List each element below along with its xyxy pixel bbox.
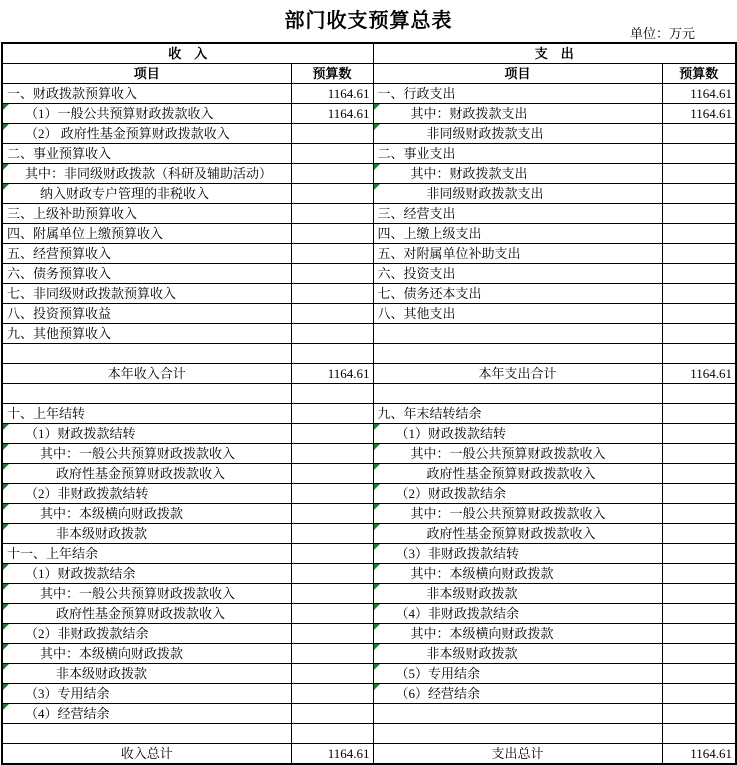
expense-item-cell[interactable] [373,364,662,384]
income-section-header[interactable]: 收 入 [2,43,373,64]
error-indicator-icon [374,564,380,570]
income-value-cell[interactable] [291,464,373,484]
item-label: 其中：本级横向财政拨款 [410,566,554,581]
table-row [2,384,736,404]
table-row [2,444,736,464]
expense-item-cell[interactable] [373,564,662,584]
error-indicator-icon [3,524,9,530]
item-label: （2）非财政拨款结转 [25,486,149,501]
item-label: 政府性基金预算财政拨款收入 [56,466,226,481]
income-value-cell[interactable] [291,504,373,524]
expense-item-cell[interactable] [373,444,662,464]
table-body [2,84,736,765]
item-label: 八、其他支出 [377,306,456,321]
budget-value: 1164.61 [327,366,370,381]
income-value-cell[interactable] [291,744,373,765]
table-row [2,404,736,424]
item-label: 三、上级补助预算收入 [7,206,138,221]
error-indicator-icon [3,704,9,710]
error-indicator-icon [3,504,9,510]
table-row [2,484,736,504]
item-label: （1）一般公共预算财政拨款收入 [25,106,214,121]
item-label: 七、非同级财政拨款预算收入 [7,286,177,301]
income-item-cell[interactable] [2,244,291,264]
table-row [2,304,736,324]
table-row [2,664,736,684]
income-item-cell[interactable] [2,344,291,364]
expense-item-cell[interactable] [373,424,662,444]
expense-item-cell[interactable] [373,604,662,624]
item-label: 本年支出合计 [478,366,557,381]
expense-item-cell[interactable] [373,704,662,724]
expense-value-cell[interactable] [662,84,736,104]
item-label: （3）专用结余 [25,686,110,701]
income-item-cell[interactable] [2,684,291,704]
error-indicator-icon [3,104,9,110]
item-label: 七、债务还本支出 [377,286,482,301]
error-indicator-icon [374,484,380,490]
item-label: 非本级财政拨款 [56,666,148,681]
expense-item-cell[interactable] [373,584,662,604]
expense-value-cell[interactable] [662,524,736,544]
table-row [2,324,736,344]
income-item-cell[interactable] [2,124,291,144]
income-item-cell[interactable] [2,224,291,244]
income-value-cell[interactable] [291,344,373,364]
income-value-cell[interactable] [291,264,373,284]
income-value-cell[interactable] [291,244,373,264]
item-label: 三、经营支出 [377,206,456,221]
income-item-cell[interactable] [2,384,291,404]
expense-value-cell[interactable] [662,384,736,404]
error-indicator-icon [374,524,380,530]
budget-summary-table [1,42,737,765]
income-item-cell[interactable] [2,164,291,184]
expense-item-cell[interactable] [373,464,662,484]
income-item-cell[interactable] [2,464,291,484]
expense-value-cell[interactable] [662,604,736,624]
expense-item-cell[interactable] [373,324,662,344]
item-label: 其中：一般公共预算财政拨款收入 [410,446,606,461]
item-label: 一、行政支出 [377,86,456,101]
income-value-cell[interactable] [291,224,373,244]
item-label: （4）经营结余 [25,706,110,721]
table-row [2,264,736,284]
income-value-cell[interactable] [291,624,373,644]
table-row [2,564,736,584]
item-label: 九、年末结转结余 [377,406,482,421]
item-label: 其中：本级横向财政拨款 [40,646,184,661]
item-label: 九、其他预算收入 [7,326,112,341]
table-row [2,364,736,384]
expense-item-cell[interactable] [373,204,662,224]
expense-value-cell[interactable] [662,584,736,604]
item-label: 纳入财政专户管理的非税收入 [40,186,210,201]
income-item-cell[interactable] [2,404,291,424]
income-item-cell[interactable] [2,204,291,224]
income-item-cell[interactable] [2,544,291,564]
error-indicator-icon [374,664,380,670]
error-indicator-icon [3,564,9,570]
income-value-cell[interactable] [291,384,373,404]
expense-item-cell[interactable] [373,304,662,324]
table-row [2,204,736,224]
table-row [2,344,736,364]
item-label: （1）财政拨款结余 [25,566,136,581]
title-bar [0,0,737,42]
budget-value: 1164.61 [690,366,733,381]
income-item-cell[interactable] [2,424,291,444]
item-label: 其中：财政拨款支出 [410,166,528,181]
budget-value: 1164.61 [327,86,370,101]
table-row [2,624,736,644]
table-row [2,84,736,104]
income-item-cell[interactable] [2,564,291,584]
expense-value-cell[interactable] [662,624,736,644]
error-indicator-icon [3,664,9,670]
table-header [2,43,736,84]
expense-value-cell[interactable] [662,684,736,704]
item-label: （2）非财政拨款结余 [25,626,149,641]
item-label: 十一、上年结余 [7,546,99,561]
income-item-cell[interactable] [2,144,291,164]
table-row [2,424,736,444]
item-label: 非本级财政拨款 [426,646,518,661]
table-row [2,524,736,544]
item-label: 八、投资预算收益 [7,306,112,321]
error-indicator-icon [3,424,9,430]
income-item-cell[interactable] [2,364,291,384]
expense-value-cell[interactable] [662,344,736,364]
income-item-cell[interactable] [2,324,291,344]
item-label: 六、债务预算收入 [7,266,112,281]
expense-item-cell[interactable] [373,224,662,244]
expense-value-cell[interactable] [662,664,736,684]
expense-item-cell[interactable] [373,344,662,364]
income-value-cell[interactable] [291,544,373,564]
budget-value: 1164.61 [327,746,370,761]
income-item-cell[interactable] [2,724,291,744]
table-row [2,464,736,484]
error-indicator-icon [374,684,380,690]
table-row [2,164,736,184]
expense-value-cell[interactable] [662,404,736,424]
expense-item-cell[interactable] [373,684,662,704]
item-label: 收入总计 [120,746,173,761]
expense-value-cell[interactable] [662,104,736,124]
expense-item-cell[interactable] [373,124,662,144]
income-value-cell[interactable] [291,184,373,204]
income-value-cell[interactable] [291,104,373,124]
item-label: 其中：非同级财政拨款（科研及辅助活动） [25,166,273,181]
income-value-cell[interactable] [291,664,373,684]
income-value-cell[interactable] [291,124,373,144]
expense-value-cell[interactable] [662,724,736,744]
item-label: （6）经营结余 [395,686,481,701]
expense-item-cell[interactable] [373,524,662,544]
item-label: 四、附属单位上缴预算收入 [7,226,164,241]
income-value-cell[interactable] [291,284,373,304]
error-indicator-icon [374,644,380,650]
budget-value: 1164.61 [690,746,733,761]
income-item-cell[interactable] [2,84,291,104]
income-value-cell[interactable] [291,404,373,424]
error-indicator-icon [3,444,9,450]
item-label: 其中：本级横向财政拨款 [410,626,554,641]
expense-item-cell[interactable] [373,284,662,304]
expense-item-cell[interactable] [373,244,662,264]
expense-item-cell[interactable] [373,664,662,684]
expense-value-cell[interactable] [662,424,736,444]
expense-item-cell[interactable] [373,84,662,104]
item-label: （2）财政拨款结余 [395,486,507,501]
error-indicator-icon [374,124,380,130]
table-row [2,224,736,244]
section-header-row [2,43,736,64]
expense-value-cell[interactable] [662,484,736,504]
income-value-cell[interactable] [291,724,373,744]
error-indicator-icon [374,424,380,430]
income-item-cell[interactable] [2,524,291,544]
expense-value-cell[interactable] [662,184,736,204]
expense-item-cell[interactable] [373,544,662,564]
income-value-cell[interactable] [291,704,373,724]
expense-value-cell[interactable] [662,124,736,144]
error-indicator-icon [3,644,9,650]
income-value-cell[interactable] [291,364,373,384]
income-item-cell[interactable] [2,104,291,124]
income-item-cell[interactable] [2,484,291,504]
expense-item-cell[interactable] [373,164,662,184]
expense-item-cell[interactable] [373,724,662,744]
income-item-cell[interactable] [2,504,291,524]
expense-value-cell[interactable] [662,504,736,524]
error-indicator-icon [374,584,380,590]
error-indicator-icon [374,544,380,550]
income-item-cell[interactable] [2,584,291,604]
table-row [2,584,736,604]
income-value-cell[interactable] [291,604,373,624]
error-indicator-icon [3,684,9,690]
income-value-cell[interactable] [291,304,373,324]
income-item-cell[interactable] [2,304,291,324]
income-value-cell[interactable] [291,204,373,224]
error-indicator-icon [3,184,9,190]
expense-value-cell[interactable] [662,164,736,184]
expense-item-cell[interactable] [373,144,662,164]
item-label: 五、对附属单位补助支出 [377,246,521,261]
expense-item-cell[interactable] [373,484,662,504]
item-label: 非本级财政拨款 [426,586,518,601]
expense-value-cell[interactable] [662,464,736,484]
error-indicator-icon [3,584,9,590]
expense-item-cell[interactable] [373,184,662,204]
error-indicator-icon [3,624,9,630]
income-item-cell[interactable] [2,744,291,765]
item-label: 其中：本级横向财政拨款 [40,506,184,521]
expense-item-cell[interactable] [373,744,662,765]
item-label: 非同级财政拨款支出 [426,126,544,141]
expense-value-cell[interactable] [662,144,736,164]
income-value-cell[interactable] [291,444,373,464]
expense-value-cell[interactable] [662,704,736,724]
item-label: 支出总计 [491,746,544,761]
item-label: 五、经营预算收入 [7,246,112,261]
income-item-cell[interactable] [2,644,291,664]
item-label: 非同级财政拨款支出 [426,186,544,201]
table-row [2,284,736,304]
income-value-cell[interactable] [291,324,373,344]
table-row [2,124,736,144]
error-indicator-icon [374,184,380,190]
expense-item-cell[interactable] [373,384,662,404]
expense-value-cell[interactable] [662,244,736,264]
table-row [2,604,736,624]
expense-value-cell[interactable] [662,444,736,464]
table-row [2,644,736,664]
item-label: （1）财政拨款结转 [395,426,507,441]
item-label: 其中：财政拨款支出 [410,106,528,121]
item-label: 二、事业支出 [377,146,456,161]
income-item-cell[interactable] [2,624,291,644]
income-value-cell[interactable] [291,524,373,544]
income-item-cell[interactable] [2,604,291,624]
expense-item-cell[interactable] [373,644,662,664]
budget-value: 1164.61 [690,86,733,101]
income-item-cell[interactable] [2,444,291,464]
income-item-cell[interactable] [2,664,291,684]
income-value-cell[interactable] [291,644,373,664]
expense-value-cell[interactable] [662,224,736,244]
income-value-cell[interactable] [291,164,373,184]
expense-value-cell[interactable] [662,264,736,284]
table-row [2,104,736,124]
expense-item-column-header[interactable]: 项目 [373,64,662,84]
income-item-cell[interactable] [2,184,291,204]
expense-item-cell[interactable] [373,404,662,424]
item-label: 四、上缴上级支出 [377,226,482,241]
item-label: 一、财政拨款预算收入 [7,86,138,101]
error-indicator-icon [374,624,380,630]
item-label: （4）非财政拨款结余 [395,606,520,621]
budget-value: 1164.61 [690,106,733,121]
expense-value-cell[interactable] [662,304,736,324]
income-budget-column-header[interactable]: 预算数 [291,64,373,84]
error-indicator-icon [374,604,380,610]
page-title: 部门收支预算总表 [284,10,453,32]
expense-item-cell[interactable] [373,624,662,644]
item-label: （5）专用结余 [395,666,481,681]
item-label: （2） 政府性基金预算财政拨款收入 [25,126,230,141]
error-indicator-icon [374,104,380,110]
error-indicator-icon [3,164,9,170]
item-label: 六、投资支出 [377,266,456,281]
table-row [2,144,736,164]
expense-item-cell[interactable] [373,104,662,124]
table-row [2,544,736,564]
item-label: 本年收入合计 [107,366,186,381]
income-value-cell[interactable] [291,84,373,104]
error-indicator-icon [3,604,9,610]
unit-label: 单位：万元 [629,26,695,41]
income-value-cell[interactable] [291,484,373,504]
expense-value-cell[interactable] [662,544,736,564]
item-label: 其中：一般公共预算财政拨款收入 [410,506,606,521]
item-label: 非本级财政拨款 [56,526,148,541]
expense-item-cell[interactable] [373,264,662,284]
error-indicator-icon [3,484,9,490]
error-indicator-icon [374,464,380,470]
item-label: 政府性基金预算财政拨款收入 [56,606,226,621]
error-indicator-icon [374,504,380,510]
error-indicator-icon [374,164,380,170]
expense-value-cell[interactable] [662,284,736,304]
income-value-cell[interactable] [291,144,373,164]
income-value-cell[interactable] [291,564,373,584]
expense-value-cell[interactable] [662,644,736,664]
item-label: （1）财政拨款结转 [25,426,136,441]
table-row [2,244,736,264]
income-item-cell[interactable] [2,704,291,724]
item-label: 十、上年结转 [7,406,86,421]
expense-value-cell[interactable] [662,204,736,224]
expense-value-cell[interactable] [662,324,736,344]
column-header-row [2,64,736,84]
item-label: 政府性基金预算财政拨款收入 [426,466,596,481]
income-value-cell[interactable] [291,424,373,444]
table-row [2,184,736,204]
error-indicator-icon [3,464,9,470]
item-label: （3）非财政拨款结转 [395,546,520,561]
table-row [2,724,736,744]
income-item-column-header[interactable]: 项目 [2,64,291,84]
item-label: 其中：一般公共预算财政拨款收入 [40,586,236,601]
table-row [2,504,736,524]
table-row [2,744,736,765]
income-item-cell[interactable] [2,284,291,304]
expense-item-cell[interactable] [373,504,662,524]
error-indicator-icon [3,124,9,130]
item-label: 其中：一般公共预算财政拨款收入 [40,446,236,461]
income-item-cell[interactable] [2,264,291,284]
expense-value-cell[interactable] [662,564,736,584]
error-indicator-icon [374,444,380,450]
expense-budget-column-header[interactable]: 预算数 [662,64,736,84]
expense-value-cell[interactable] [662,744,736,765]
expense-section-header[interactable]: 支 出 [373,43,736,64]
income-value-cell[interactable] [291,584,373,604]
table-row [2,684,736,704]
expense-value-cell[interactable] [662,364,736,384]
table-row [2,704,736,724]
budget-value: 1164.61 [327,106,370,121]
item-label: 政府性基金预算财政拨款收入 [426,526,596,541]
item-label: 二、事业预算收入 [7,146,112,161]
income-value-cell[interactable] [291,684,373,704]
